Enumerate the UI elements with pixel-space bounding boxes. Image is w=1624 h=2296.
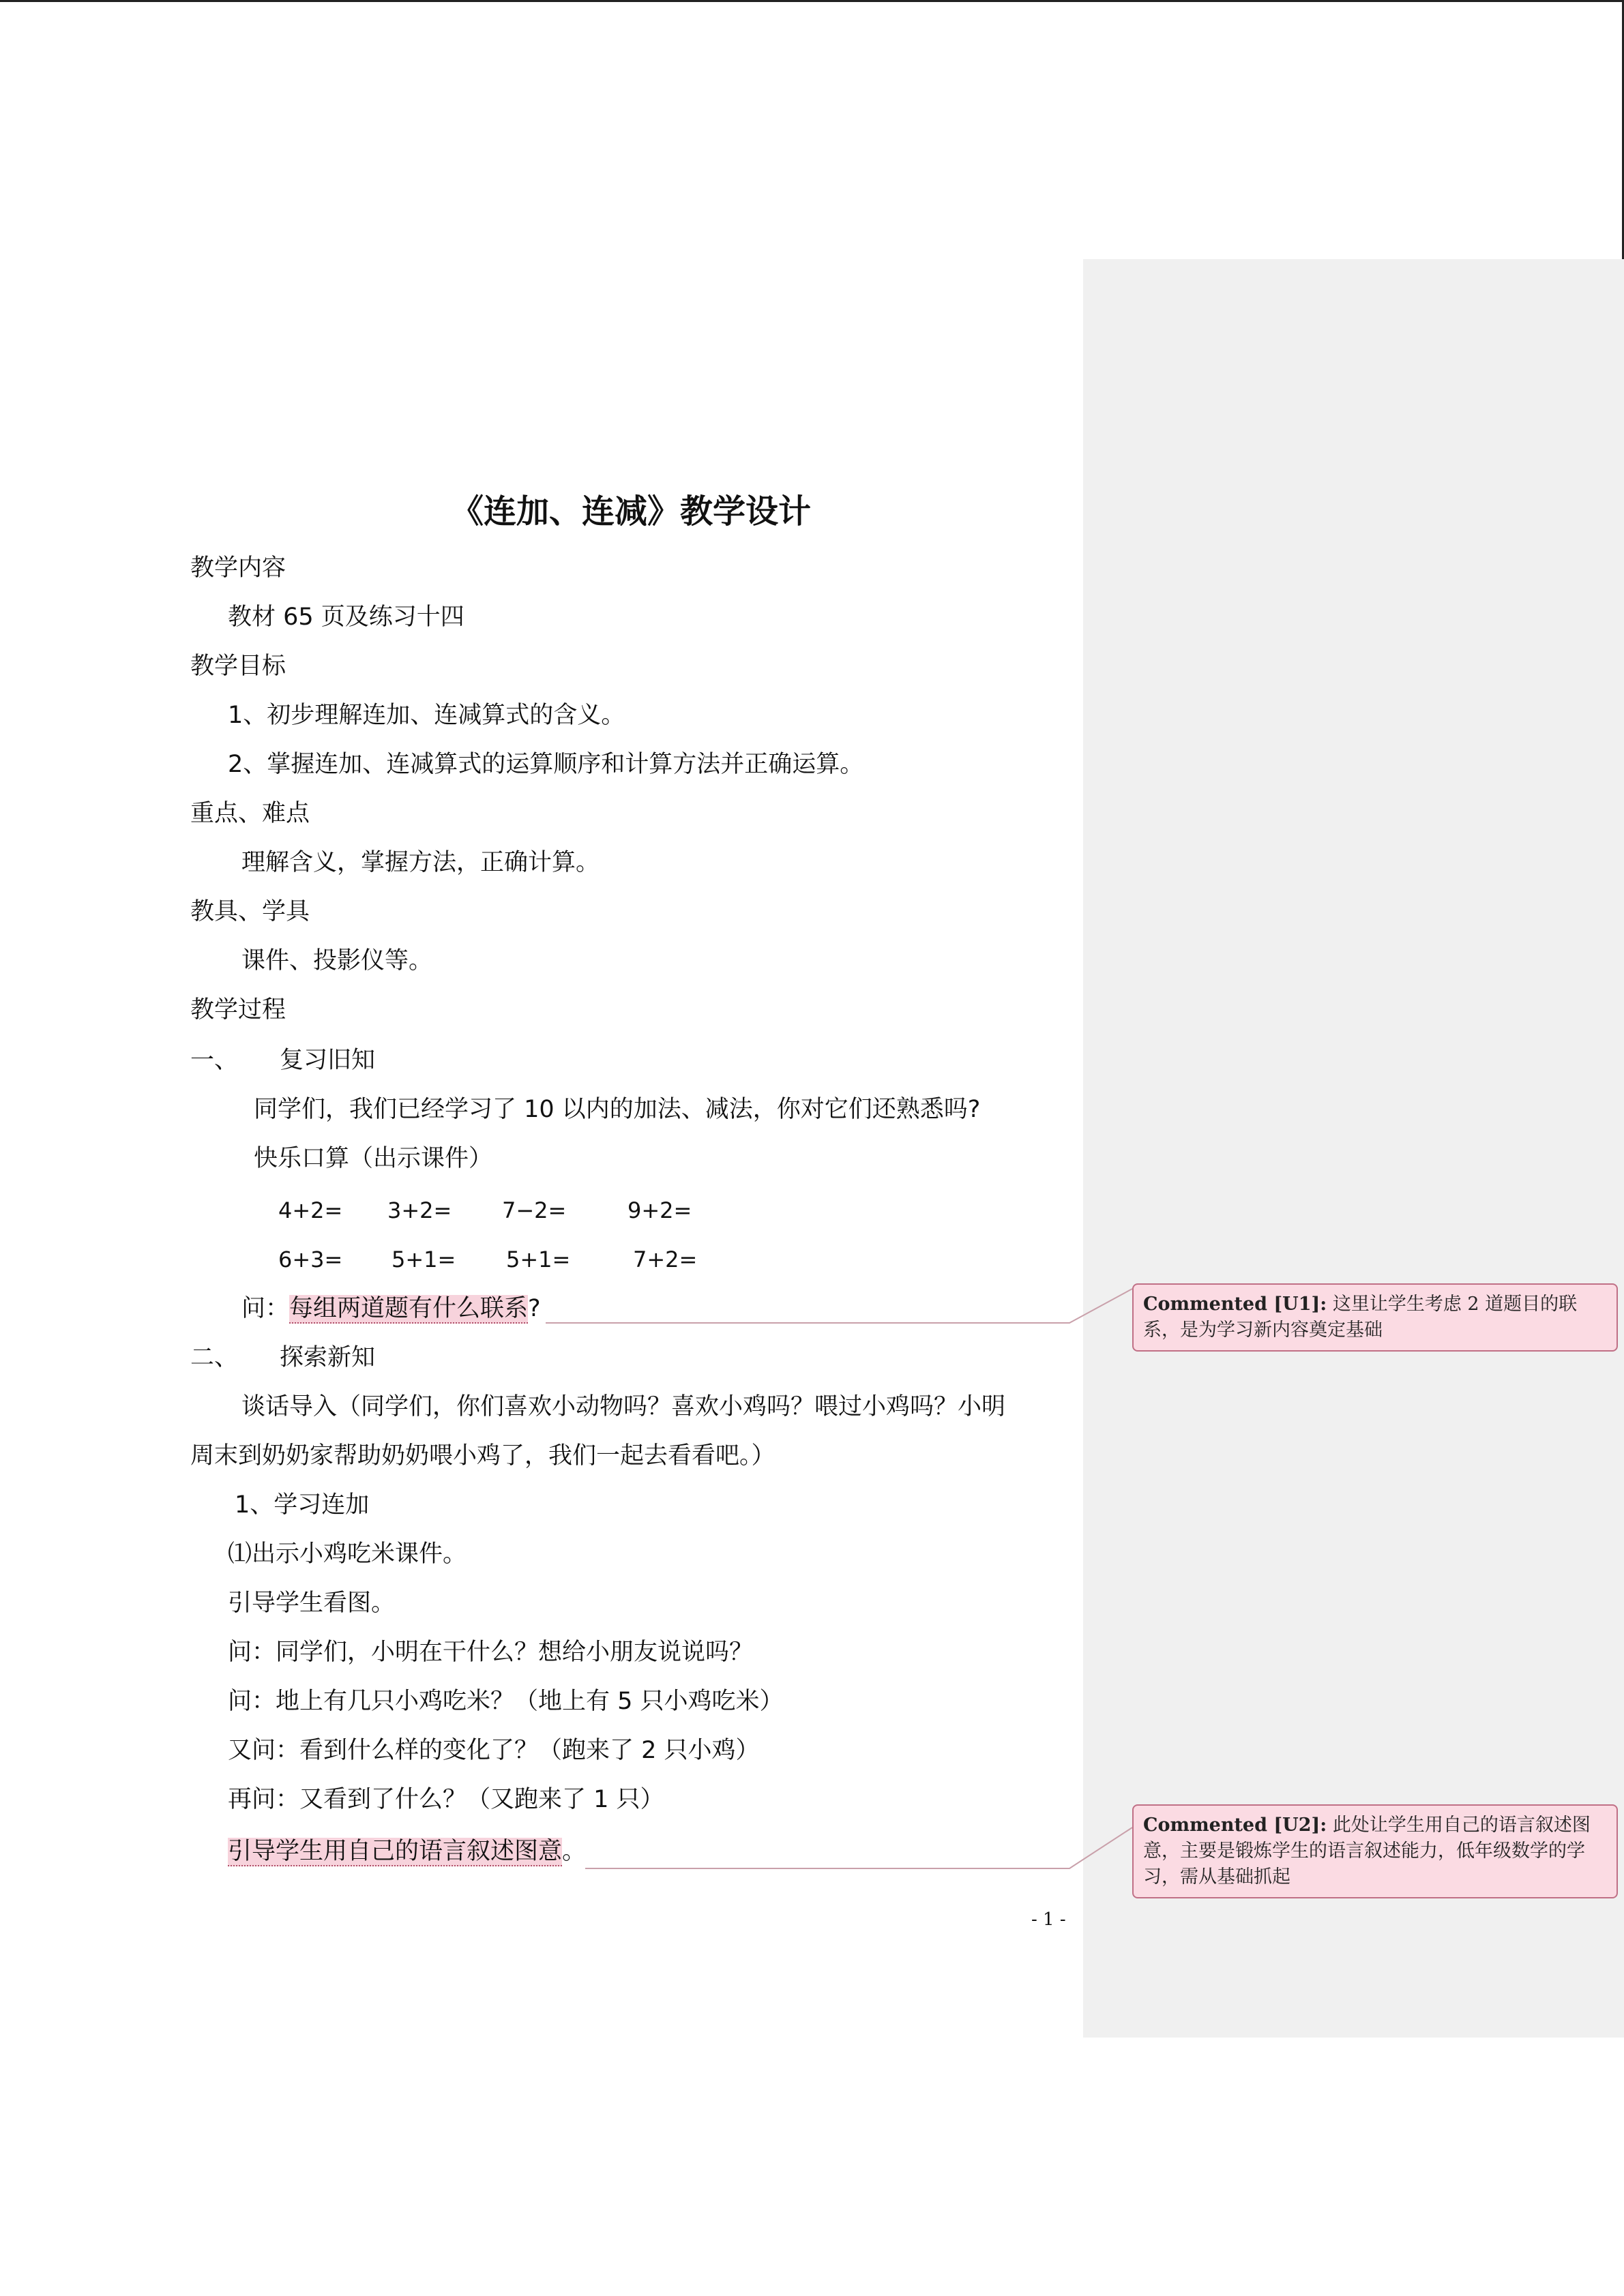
talk-intro-line-1: 谈话导入（同学们，你们喜欢小动物吗？喜欢小鸡吗？喂过小鸡吗？小明 — [241, 1393, 1006, 1420]
comment-label: Commented [U1]: — [1143, 1294, 1327, 1315]
key-points-text: 理解含义，掌握方法，正确计算。 — [241, 849, 600, 876]
ask-line-2: 问：地上有几只小鸡吃米？（地上有 5 只小鸡吃米） — [228, 1688, 784, 1715]
section-2-number: 二、 — [190, 1344, 239, 1371]
heading-content: 教学内容 — [190, 554, 286, 582]
commented-text-1[interactable]: 每组两道题有什么联系 — [289, 1295, 529, 1322]
quick-calc-label: 快乐口算（出示课件） — [254, 1145, 493, 1172]
comment-text: 此处让学生用自己的语言叙述图意，主要是锻炼学生的语言叙述能力，低年级数学的学习，需从基础抓起 — [1143, 1815, 1591, 1888]
heading-tools: 教具、学具 — [190, 898, 310, 925]
goal-item-1: 1、初步理解连加、连减算式的含义。 — [228, 702, 625, 729]
section-2-title: 探索新知 — [280, 1344, 376, 1371]
show-courseware: ⑴出示小鸡吃米课件。 — [228, 1540, 467, 1568]
goal-item-2: 2、掌握连加、连减算式的运算顺序和计算方法并正确运算。 — [228, 751, 864, 778]
comment-text: 这里让学生考虑 2 道题目的联系，是为学习新内容奠定基础 — [1143, 1294, 1578, 1341]
guide-look: 引导学生看图。 — [228, 1590, 396, 1617]
guide-suffix: 。 — [562, 1838, 587, 1865]
tools-text: 课件、投影仪等。 — [241, 947, 433, 974]
equation: 7−2= — [502, 1197, 567, 1223]
equation: 5+1= — [392, 1247, 456, 1272]
ask-line-3: 又问：看到什么样的变化了？（跑来了 2 只小鸡） — [228, 1737, 760, 1764]
comment-connector-1 — [546, 1289, 1132, 1323]
ask-line-4: 再问：又看到了什么？（又跑来了 1 只） — [228, 1786, 664, 1813]
review-question: 同学们，我们已经学习了 10 以内的加法、减法，你对它们还熟悉吗? — [254, 1096, 981, 1123]
page-number: - 1 - — [1031, 1909, 1066, 1930]
heading-process: 教学过程 — [190, 996, 286, 1024]
equation: 4+2= — [278, 1197, 343, 1223]
heading-key-points: 重点、难点 — [190, 800, 310, 827]
comment-label: Commented [U2]: — [1143, 1815, 1327, 1836]
equation: 3+2= — [387, 1197, 452, 1223]
equation: 7+2= — [633, 1247, 698, 1272]
comment-bubble-1[interactable] — [1132, 1283, 1618, 1352]
equation: 9+2= — [628, 1197, 692, 1223]
equation: 5+1= — [506, 1247, 571, 1272]
talk-intro-line-2: 周末到奶奶家帮助奶奶喂小鸡了，我们一起去看看吧。） — [190, 1442, 776, 1470]
comment-connector-2 — [585, 1828, 1132, 1868]
section-1-title: 复习旧知 — [280, 1047, 376, 1074]
comment-bubble-2[interactable] — [1132, 1804, 1618, 1898]
content-text: 教材 65 页及练习十四 — [228, 603, 464, 631]
ask-line-1: 问：同学们，小明在干什么？想给小朋友说说吗？ — [228, 1639, 754, 1666]
commented-text-2[interactable]: 引导学生用自己的语言叙述图意 — [228, 1838, 563, 1865]
question-prefix: 问： — [241, 1295, 290, 1322]
document-title: 《连加、连减》教学设计 — [450, 492, 811, 531]
subsection-learn-addition: 1、学习连加 — [235, 1491, 370, 1519]
equation: 6+3= — [278, 1247, 343, 1272]
section-1-number: 一、 — [190, 1047, 239, 1074]
question-suffix: ? — [528, 1295, 541, 1322]
heading-goal: 教学目标 — [190, 653, 286, 680]
